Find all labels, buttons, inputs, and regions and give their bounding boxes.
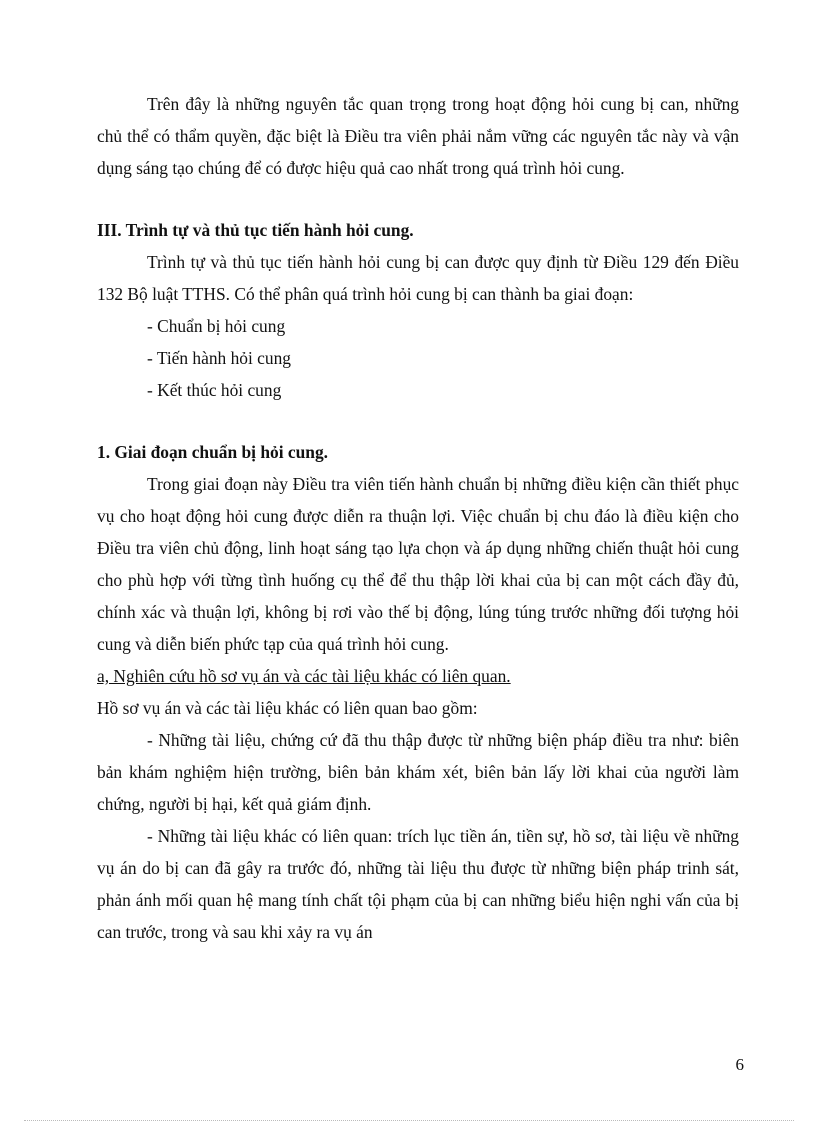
intro-paragraph: Trên đây là những nguyên tắc quan trọng trong hoạt động hỏi cung bị can, những chủ thể có thẩm quyền, đặc biệt là Điều tra viên phải nắm vững các nguyên tắc này và vận dụng sáng tạo chúng để có được hiệu quả cao nhất trong quá trình hỏi cung. — [97, 94, 739, 178]
section-1-heading: 1. Giai đoạn chuẩn bị hỏi cung. — [97, 442, 328, 462]
footer-divider — [24, 1120, 794, 1121]
section-3-heading: III. Trình tự và thủ tục tiến hành hỏi cung. — [97, 220, 414, 240]
subsection-a-intro: Hồ sơ vụ án và các tài liệu khác có liên quan bao gồm: — [97, 698, 478, 718]
section-3-paragraph: Trình tự và thủ tục tiến hành hỏi cung bị can được quy định từ Điều 129 đến Điều 132 Bộ luật TTHS. Có thể phân quá trình hỏi cung bị can thành ba giai đoạn: — [97, 252, 739, 304]
stage-item-conduct: - Tiến hành hỏi cung — [147, 348, 291, 368]
subsection-a-item-2: - Những tài liệu khác có liên quan: trích lục tiền án, tiền sự, hồ sơ, tài liệu về những vụ án do bị can đã gây ra trước đó, những tài liệu thu được từ những biện pháp trinh sát, phản ánh mối quan hệ mang tính chất tội phạm của bị can những biểu hiện nghi vấn của bị can trước, trong và sau khi xảy ra vụ án — [97, 826, 739, 942]
stage-item-conclusion: - Kết thúc hỏi cung — [147, 380, 282, 400]
page-number: 6 — [735, 1055, 744, 1074]
stage-item-preparation: - Chuẩn bị hỏi cung — [147, 316, 286, 336]
section-gap — [97, 184, 739, 214]
page-content — [97, 88, 739, 948]
subsection-a-item-1: - Những tài liệu, chứng cứ đã thu thập được từ những biện pháp điều tra như: biên bản khám nghiệm hiện trường, biên bản khám xét, biên bản lấy lời khai của người làm chứng, người bị hại, kết quả giám định. — [97, 730, 739, 814]
section-gap — [97, 406, 739, 436]
subsection-a-heading: a, Nghiên cứu hồ sơ vụ án và các tài liệu khác có liên quan. — [97, 666, 511, 686]
section-1-paragraph: Trong giai đoạn này Điều tra viên tiến hành chuẩn bị những điều kiện cần thiết phục vụ cho hoạt động hỏi cung được diễn ra thuận lợi. Việc chuẩn bị chu đáo là điều kiện cho Điều tra viên chủ động, linh hoạt sáng tạo lựa chọn và áp dụng những chiến thuật hỏi cung cho phù hợp với từng tình huống cụ thể để thu thập lời khai của bị can một cách đầy đủ, chính xác và thuận lợi, không bị rơi vào thế bị động, lúng túng trước những đối tượng hỏi cung và diễn biến phức tạp của quá trình hỏi cung. — [97, 474, 739, 654]
